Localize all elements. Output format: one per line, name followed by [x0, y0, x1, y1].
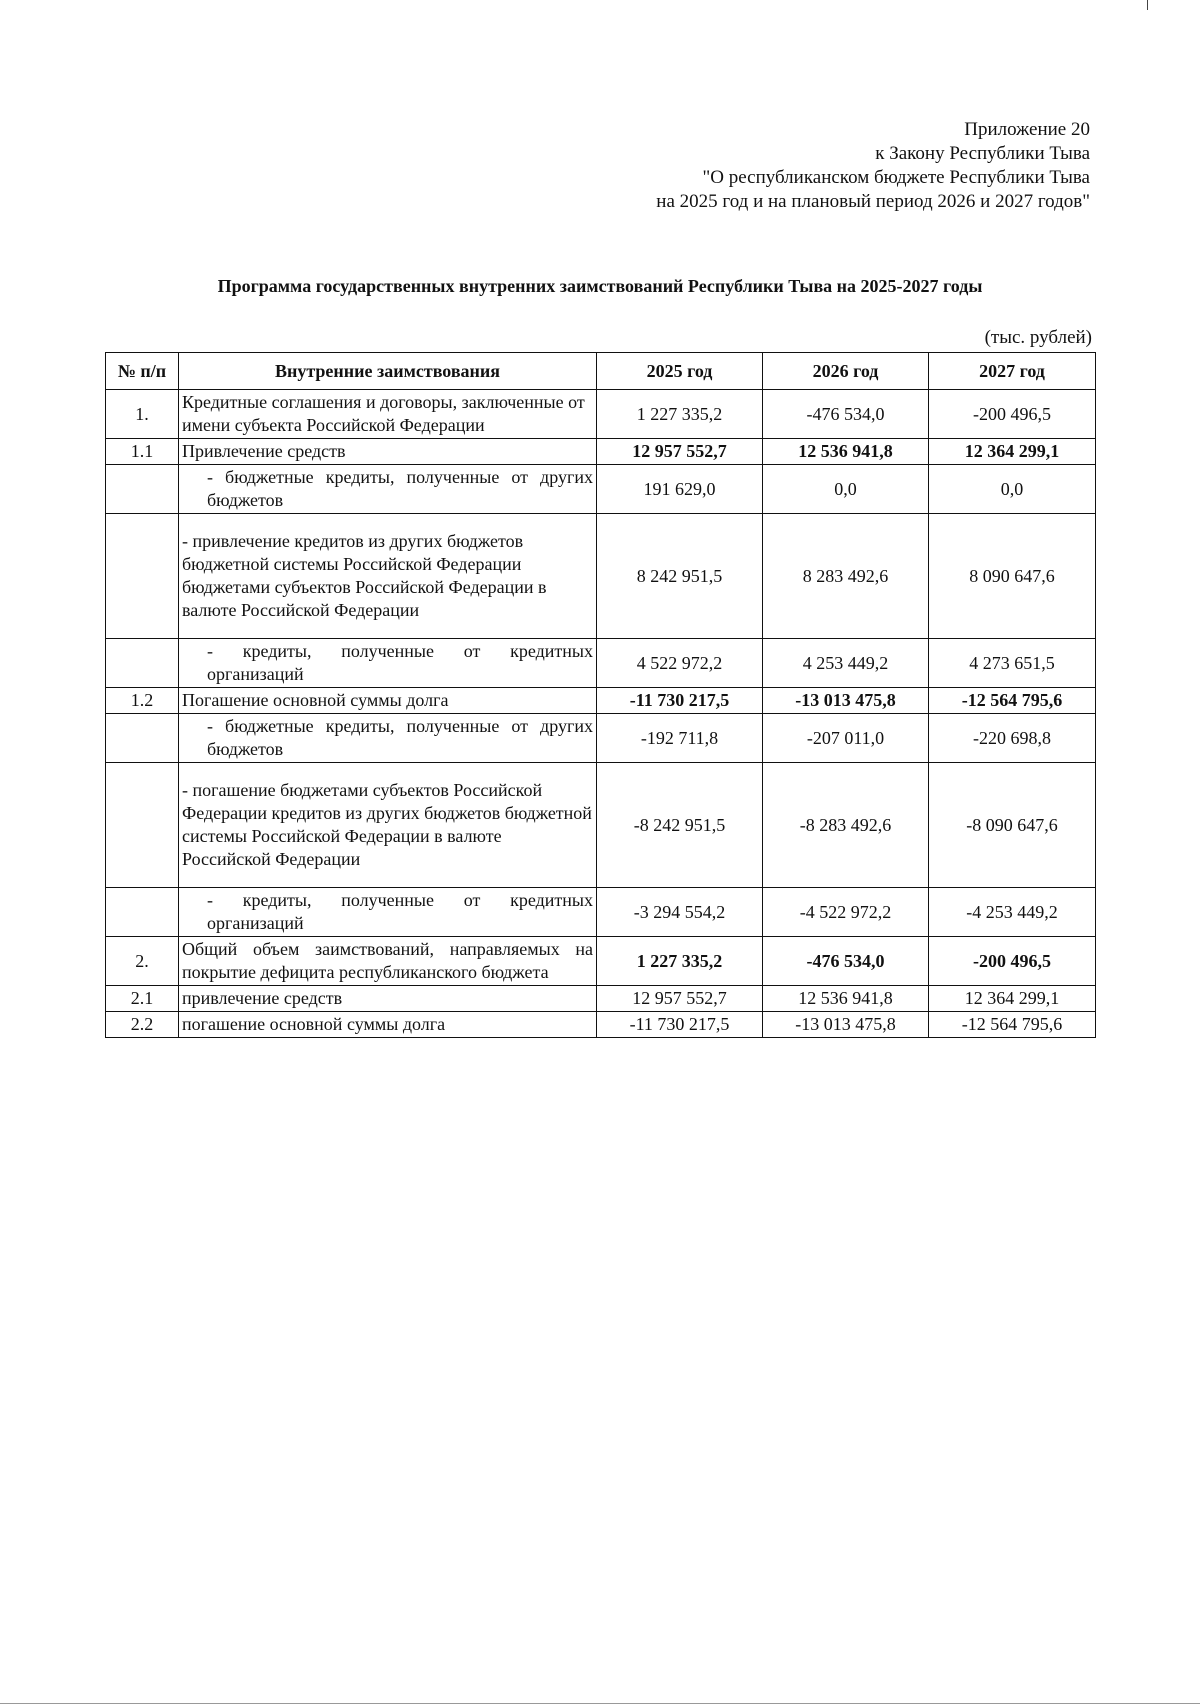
value-2026: -207 011,0 [763, 714, 929, 763]
header-2025: 2025 год [597, 353, 763, 390]
borrowings-table [105, 352, 1096, 1038]
table-row [106, 1012, 1096, 1038]
row-number [106, 714, 179, 763]
value-2026: -8 283 492,6 [763, 763, 929, 888]
value-2025: 12 957 552,7 [597, 439, 763, 465]
table-row [106, 688, 1096, 714]
row-name: погашение основной суммы долга [179, 1012, 597, 1038]
value-2027: -12 564 795,6 [929, 688, 1096, 714]
value-2025: 8 242 951,5 [597, 514, 763, 639]
row-number: 2.2 [106, 1012, 179, 1038]
appendix-line: к Закону Республики Тыва [875, 143, 1090, 164]
row-name: Кредитные соглашения и договоры, заключенные от имени субъекта Российской Федерации [179, 390, 597, 439]
row-number [106, 465, 179, 514]
row-number: 2. [106, 937, 179, 986]
row-name: Погашение основной суммы долга [179, 688, 597, 714]
value-2025: 4 522 972,2 [597, 639, 763, 688]
row-number: 1. [106, 390, 179, 439]
row-name: - бюджетные кредиты, полученные от других бюджетов [179, 465, 597, 514]
value-2025: 191 629,0 [597, 465, 763, 514]
value-2026: -13 013 475,8 [763, 688, 929, 714]
appendix-line: на 2025 год и на плановый период 2026 и 2027 годов" [656, 191, 1090, 212]
row-name: - погашение бюджетами субъектов Российской Федерации кредитов из других бюджетов бюджетной системы Российской Федерации в валюте Российской Федерации [179, 763, 597, 888]
value-2026: 12 536 941,8 [763, 986, 929, 1012]
row-name: Привлечение средств [179, 439, 597, 465]
value-2027: -200 496,5 [929, 390, 1096, 439]
value-2025: 1 227 335,2 [597, 937, 763, 986]
value-2026: -476 534,0 [763, 390, 929, 439]
table-row [106, 937, 1096, 986]
value-2027: 4 273 651,5 [929, 639, 1096, 688]
table-row [106, 639, 1096, 688]
row-name: - привлечение кредитов из других бюджетов бюджетной системы Российской Федерации бюджетами субъектов Российской Федерации в валюте Российской Федерации [179, 514, 597, 639]
scan-edge-mark [1147, 0, 1148, 10]
header-2026: 2026 год [763, 353, 929, 390]
row-number [106, 888, 179, 937]
value-2025: -8 242 951,5 [597, 763, 763, 888]
value-2026: 8 283 492,6 [763, 514, 929, 639]
row-number: 1.2 [106, 688, 179, 714]
value-2027: -8 090 647,6 [929, 763, 1096, 888]
header-borrowings: Внутренние заимствования [179, 353, 597, 390]
row-number: 2.1 [106, 986, 179, 1012]
value-2026: -13 013 475,8 [763, 1012, 929, 1038]
value-2027: -4 253 449,2 [929, 888, 1096, 937]
value-2026: -4 522 972,2 [763, 888, 929, 937]
table-row [106, 439, 1096, 465]
value-2027: -220 698,8 [929, 714, 1096, 763]
table-row [106, 986, 1096, 1012]
table-header-row [106, 353, 1096, 390]
value-2025: 1 227 335,2 [597, 390, 763, 439]
value-2027: 0,0 [929, 465, 1096, 514]
table-row [106, 763, 1096, 888]
table-row [106, 888, 1096, 937]
value-2025: -3 294 554,2 [597, 888, 763, 937]
value-2025: 12 957 552,7 [597, 986, 763, 1012]
units-label: (тыс. рублей) [984, 327, 1092, 348]
value-2026: -476 534,0 [763, 937, 929, 986]
value-2027: 12 364 299,1 [929, 439, 1096, 465]
row-number: 1.1 [106, 439, 179, 465]
value-2026: 0,0 [763, 465, 929, 514]
appendix-line: Приложение 20 [964, 119, 1090, 140]
value-2026: 4 253 449,2 [763, 639, 929, 688]
value-2026: 12 536 941,8 [763, 439, 929, 465]
table-row [106, 514, 1096, 639]
header-2027: 2027 год [929, 353, 1096, 390]
table-row [106, 714, 1096, 763]
row-name: - бюджетные кредиты, полученные от других бюджетов [179, 714, 597, 763]
value-2027: 8 090 647,6 [929, 514, 1096, 639]
value-2025: -11 730 217,5 [597, 1012, 763, 1038]
value-2027: -200 496,5 [929, 937, 1096, 986]
value-2027: -12 564 795,6 [929, 1012, 1096, 1038]
value-2027: 12 364 299,1 [929, 986, 1096, 1012]
row-name: - кредиты, полученные от кредитных организаций [179, 888, 597, 937]
document-title: Программа государственных внутренних заимствований Республики Тыва на 2025-2027 годы [217, 276, 983, 296]
value-2025: -11 730 217,5 [597, 688, 763, 714]
appendix-header [490, 118, 1090, 214]
row-number [106, 639, 179, 688]
header-number: № п/п [106, 353, 179, 390]
table-row [106, 465, 1096, 514]
table-row [106, 390, 1096, 439]
row-name: привлечение средств [179, 986, 597, 1012]
row-number [106, 763, 179, 888]
row-name: - кредиты, полученные от кредитных организаций [179, 639, 597, 688]
row-name: Общий объем заимствований, направляемых на покрытие дефицита республиканского бюджета [179, 937, 597, 986]
appendix-line: "О республиканском бюджете Республики Тыва [702, 167, 1090, 188]
row-number [106, 514, 179, 639]
value-2025: -192 711,8 [597, 714, 763, 763]
scan-edge-line [0, 1703, 1200, 1704]
